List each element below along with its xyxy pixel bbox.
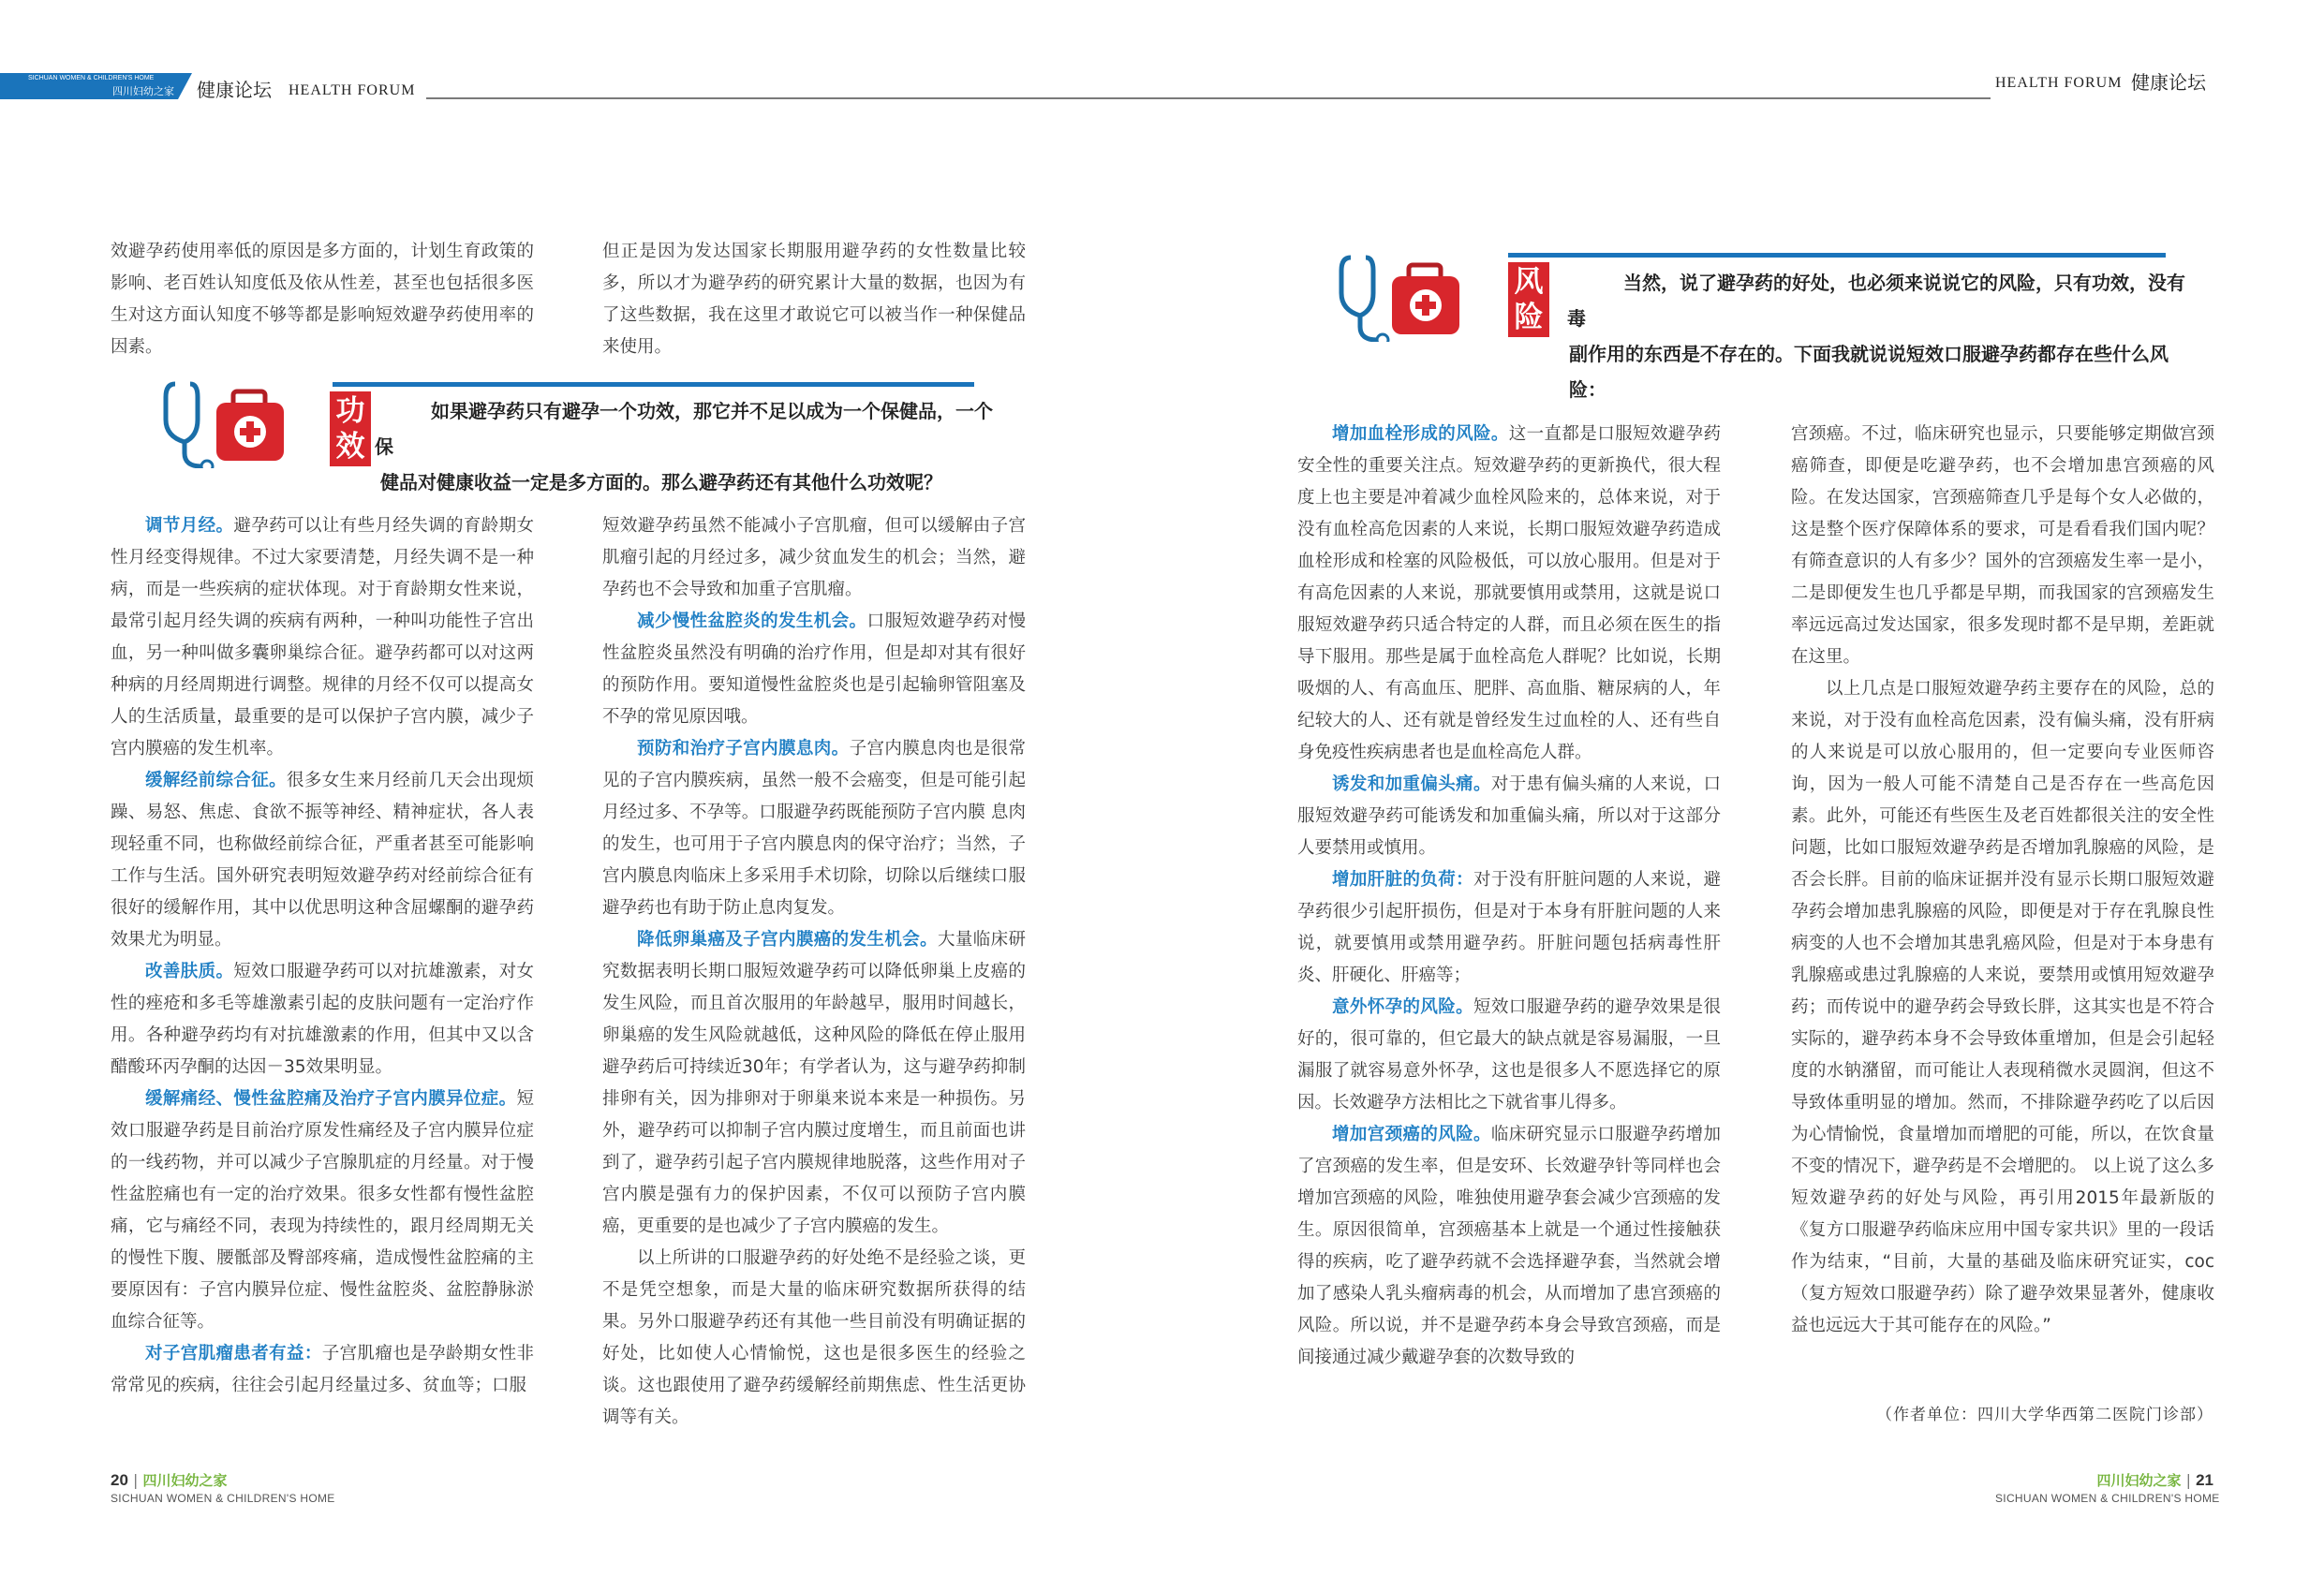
risks-top-rule [1508, 253, 2166, 258]
risk-item-5 [1297, 1119, 1721, 1374]
left-footer [111, 1470, 335, 1505]
header-brand-tab [0, 73, 192, 99]
risks-title-char-2: 险 [1514, 301, 1544, 334]
right-footer-en: SICHUAN WOMEN & CHILDREN'S HOME [1995, 1492, 2220, 1505]
risk-item-4-text: 短效口服避孕药的避孕效果是很好的，很可靠的，但它最大的缺点就是容易漏服，一旦漏服了就容易意外怀孕，这也是很多人不愿选择它的原因。长效避孕方法相比之下就省事儿得多。 [1297, 997, 1721, 1113]
risks-summary: 以上几点是口服短效避孕药主要存在的风险，总的来说，对于没有血栓高危因素，没有偏头痛，没有肝病的人来说是可以放心服用的，但一定要向专业医师咨询，因为一般人可能不清楚自己是否存在一些高危因素。此外，可能还有些医生及老百姓都很关注的安全性问题，比如口服短效避孕药是否增加乳腺癌的风险，是否会长胖。目前的临床证据并没有显示长期口服短效避孕药会增加患乳腺癌的风险，即便是对于存在乳腺良性病变的人也不会增加其患乳癌风险，但是对于本身患有乳腺癌或患过乳腺癌的人来说，要禁用或慎用短效避孕药；而传说中的避孕药会导致长胖，这其实也是不符合实际的，避孕药本身不会导致体重增加，但是会引起轻度的水钠潴留，而可能让人表现稍微水灵圆润，但这不导致体重明显的增加。然而，不排除避孕药吃了以后因为心情愉悦，食量增加而增肥的可能，所以，在饮食量不变的情况下，避孕药是不会增肥的。 以上说了这么多短效避孕药的好处与风险，再引用2015年最新版的《复方口服避孕药临床应用中国专家共识》里的一段话作为结束，“目前，大量的基础及临床研究证实，coc（复方短效口服避孕药）除了避孕效果显著外，健康收益也远远大于其可能存在的风险。” [1791, 679, 2214, 1335]
risk-item-3-text: 对于没有肝脏问题的人来说，避孕药很少引起肝损伤，但是对于本身有肝脏问题的人来说，就要慎用或禁用避孕药。肝脏问题包括病毒性肝炎、肝硬化、肝癌等； [1297, 870, 1721, 985]
right-page-number: 21 [2196, 1471, 2213, 1489]
risks-title-char-1: 风 [1514, 265, 1544, 299]
benefit-item-8-heading: 降低卵巢癌及子宫内膜癌的发生机会。 [637, 930, 938, 950]
left-footer-divider: | [127, 1471, 143, 1489]
benefit-item-7-text: 子宫内膜息肉也是很常见的子宫内膜疾病，虽然一般不会癌变，但是可能引起月经过多、不孕等。口服避孕药既能预防子宫内膜 息肉的发生，也可用于子宫内膜息肉的保守治疗；当然，子宫内膜息肉临床上多采用手术切除，切除以后继续口服避孕药也有助于防止息肉复发。 [602, 739, 1026, 918]
benefit-item-8 [602, 924, 1026, 1243]
left-footer-en: SICHUAN WOMEN & CHILDREN'S HOME [111, 1492, 335, 1505]
left-column-2 [602, 510, 1026, 1434]
benefit-item-6-text: 口服短效避孕药对慢性盆腔炎虽然没有明确的治疗作用，但是却对其有很好的预防作用。要知道慢性盆腔炎也是引起输卵管阻塞及不孕的常见原因哦。 [602, 612, 1026, 727]
risk-item-1-heading: 增加血栓形成的风险。 [1332, 424, 1509, 444]
risk-item-4-heading: 意外怀孕的风险。 [1332, 997, 1474, 1017]
benefit-item-4-heading: 缓解痛经、慢性盆腔痛及治疗子宫内膜异位症。 [145, 1089, 517, 1109]
benefit-item-3-heading: 改善肤质。 [145, 962, 234, 981]
left-top-column-2 [602, 236, 1026, 363]
header-rule-right [1162, 97, 1991, 99]
risk-item-3 [1297, 864, 1721, 992]
benefits-summary: 以上所讲的口服避孕药的好处绝不是经验之谈，更不是凭空想象，而是大量的临床研究数据所获得的结果。另外口服避孕药还有其他一些目前没有明确证据的好处，比如使人心情愉悦，这也是很多医生的经验之谈。这也跟使用了避孕药缓解经前期焦虑、性生活更协调等有关。 [602, 1248, 1026, 1427]
benefit-item-3-text: 短效口服避孕药可以对抗雄激素，对女性的痤疮和多毛等雄激素引起的皮肤问题有一定治疗作用。各种避孕药均有对抗雄激素的作用，但其中又以含醋酸环丙孕酮的达因－35效果明显。 [111, 962, 534, 1077]
left-footer-brand: 四川妇幼之家 [142, 1472, 228, 1489]
risk-item-5-continued: 宫颈癌。不过，临床研究也显示，只要能够定期做宫颈癌筛查，即便是吃避孕药，也不会增加患宫颈癌的风险。在发达国家，宫颈癌筛查几乎是每个女人必做的，这是整个医疗保障体系的要求，可是看看我们国内呢？有筛查意识的人有多少？国外的宫颈癌发生率一是小，二是即便发生也几乎都是早期，而我国家的宫颈癌发生率远远高过发达国家，很多发现时都不是早期，差距就在这里。 [1791, 424, 2214, 667]
author-affiliation: （作者单位：四川大学华西第二医院门诊部） [1876, 1406, 2213, 1424]
benefit-item-6 [602, 606, 1026, 733]
benefits-intro-line-2: 健品对健康收益一定是多方面的。那么避孕药还有其他什么功效呢？ [380, 471, 942, 494]
risks-intro-line-2: 副作用的东西是不存在的。下面我就说说短效口服避孕药都存在些什么风险： [1569, 343, 2169, 401]
right-footer-divider: | [2181, 1471, 2197, 1489]
benefits-intro [375, 393, 993, 500]
left-column-1 [111, 510, 534, 1402]
header-section-en-left: HEALTH FORUM [289, 82, 416, 98]
benefit-item-2-text: 很多女生来月经前几天会出现烦躁、易怒、焦虑、食欲不振等神经、精神症状，各人表现轻重不同，也称做经前综合征，严重者甚至可能影响工作与生活。国外研究表明短效避孕药对经前综合征有很好的缓解作用，其中以优思明这种含屈螺酮的避孕药效果尤为明显。 [111, 771, 534, 950]
benefit-item-7 [602, 733, 1026, 924]
benefit-item-5-text: 子宫肌瘤也是孕龄期女性非常常见的疾病，往往会引起月经量过多、贫血等；口服 [111, 1344, 534, 1395]
risk-item-2-heading: 诱发和加重偏头痛。 [1332, 774, 1491, 794]
benefits-title-char-1: 功 [335, 394, 365, 428]
benefit-item-5-heading: 对子宫肌瘤患者有益： [145, 1344, 322, 1363]
benefit-item-2 [111, 765, 534, 956]
benefits-top-rule [333, 382, 974, 387]
right-footer [1995, 1470, 2220, 1505]
left-top-column-1 [111, 236, 534, 363]
header-section-cn-left: 健康论坛 [197, 79, 272, 101]
risks-intro [1569, 265, 2187, 407]
header-tab-en: SICHUAN WOMEN & CHILDREN'S HOME [28, 75, 155, 81]
right-column-2 [1791, 419, 2214, 1342]
medical-kit-icon [1330, 248, 1517, 342]
benefit-item-6-heading: 减少慢性盆腔炎的发生机会。 [637, 612, 867, 631]
benefit-item-1 [111, 510, 534, 765]
risk-item-1-text: 这一直都是口服短效避孕药安全性的重要关注点。短效避孕药的更新换代，很大程度上也主要是冲着减少血栓风险来的，总体来说，对于没有血栓高危因素的人来说，长期口服短效避孕药造成血栓形成和栓塞的风险极低，可以放心服用。但是对于有高危因素的人来说，那就要慎用或禁用，这就是说口服短效避孕药只适合特定的人群，而且必须在医生的指导下服用。那些是属于血栓高危人群呢？比如说，长期吸烟的人、有高血压、肥胖、高血脂、糖尿病的人，年纪较大的人、还有就是曾经发生过血栓的人、还有些自身免疫性疾病患者也是血栓高危人群。 [1297, 424, 1721, 762]
risk-item-5-text: 临床研究显示口服避孕药增加了宫颈癌的发生率，但是安环、长效避孕针等同样也会增加宫颈癌的风险，唯独使用避孕套会减少宫颈癌的发生。原因很简单，宫颈癌基本上就是一个通过性接触获得的疾病，吃了避孕药就不会选择避孕套，当然就会增加了感染人乳头瘤病毒的机会，从而增加了患宫颈癌的风险。所以说，并不是避孕药本身会导致宫颈癌，而是间接通过减少戴避孕套的次数导致的 [1297, 1125, 1721, 1367]
benefit-item-4-text: 短效口服避孕药是目前治疗原发性痛经及子宫内膜异位症的一线药物，并可以减少子宫腺肌症的月经量。对于慢性盆腔痛也有一定的治疗效果。很多女性都有慢性盆腔痛，它与痛经不同，表现为持续性的，跟月经周期无关的慢性下腹、腰骶部及臀部疼痛，造成慢性盆腔痛的主要原因有：子宫内膜异位症、慢性盆腔炎、盆腔静脉淤血综合征等。 [111, 1089, 534, 1332]
risks-title [1508, 262, 1549, 337]
risk-item-5-heading: 增加宫颈癌的风险。 [1332, 1125, 1491, 1144]
risk-item-2 [1297, 769, 1721, 864]
benefit-item-2-heading: 缓解经前综合征。 [145, 771, 288, 790]
benefit-item-4 [111, 1083, 534, 1338]
risks-intro-line-1: 当然，说了避孕药的好处，也必须来说说它的风险，只有功效，没有毒 [1567, 272, 2185, 330]
benefits-title [330, 391, 371, 466]
risk-item-1 [1297, 419, 1721, 769]
benefit-item-7-heading: 预防和治疗子宫内膜息肉。 [637, 739, 850, 759]
benefits-title-char-2: 效 [335, 430, 365, 464]
header-section-en-right: HEALTH FORUM [1995, 75, 2123, 91]
benefit-item-5-continued: 短效避孕药虽然不能减小子宫肌瘤，但可以缓解由子宫肌瘤引起的月经过多，减少贫血发生的机会；当然，避孕药也不会导致和加重子宫肌瘤。 [602, 516, 1026, 599]
header-tab-cn: 四川妇幼之家 [112, 85, 174, 97]
right-footer-brand: 四川妇幼之家 [2096, 1472, 2182, 1489]
benefits-intro-line-1: 如果避孕药只有避孕一个功效，那它并不足以成为一个保健品，一个保 [375, 400, 993, 458]
risk-item-3-heading: 增加肝脏的负荷： [1332, 870, 1474, 890]
benefit-item-5 [111, 1338, 534, 1402]
benefit-item-1-text: 避孕药可以让有些月经失调的育龄期女性月经变得规律。不过大家要清楚，月经失调不是一种病，而是一些疾病的症状体现。对于育龄期女性来说，最常引起月经失调的疾病有两种，一种叫功能性子宫出血，另一种叫做多囊卵巢综合征。避孕药都可以对这两种病的月经周期进行调整。规律的月经不仅可以提高女人的生活质量，最重要的是可以保护子宫内膜，减少子宫内膜癌的发生机率。 [111, 516, 534, 759]
benefit-item-8-text: 大量临床研究数据表明长期口服短效避孕药可以降低卵巢上皮癌的发生风险，而且首次服用的年龄越早，服用时间越长，卵巢癌的发生风险就越低，这种风险的降低在停止服用避孕药后可持续近30年；有学者认为，这与避孕药抑制排卵有关，因为排卵对于卵巢来说本来是一种损伤。另外，避孕药可以抑制子宫内膜过度增生，而且前面也讲到了，避孕药引起子宫内膜规律地脱落，这些作用对子宫内膜是强有力的保护因素，不仅可以预防子宫内膜癌，更重要的是也减少了子宫内膜癌的发生。 [602, 930, 1026, 1236]
benefit-item-3 [111, 956, 534, 1083]
medical-kit-icon [155, 375, 342, 468]
risk-item-4 [1297, 992, 1721, 1119]
risk-item-2-text: 对于患有偏头痛的人来说，口服短效避孕药可能诱发和加重偏头痛，所以对于这部分人要禁用或慎用。 [1297, 774, 1721, 858]
left-top-column-2-text: 但正是因为发达国家长期服用避孕药的女性数量比较多，所以才为避孕药的研究累计大量的数据，也因为有了这些数据，我在这里才敢说它可以被当作一种保健品来使用。 [602, 242, 1026, 357]
benefit-item-1-heading: 调节月经。 [145, 516, 234, 536]
right-column-1 [1297, 419, 1721, 1374]
left-page-number: 20 [111, 1471, 128, 1489]
left-top-column-1-text: 效避孕药使用率低的原因是多方面的，计划生育政策的影响、老百姓认知度低及依从性差，甚至也包括很多医生对这方面认知度不够等都是影响短效避孕药使用率的因素。 [111, 242, 534, 357]
header-section-cn-right: 健康论坛 [2131, 71, 2206, 94]
